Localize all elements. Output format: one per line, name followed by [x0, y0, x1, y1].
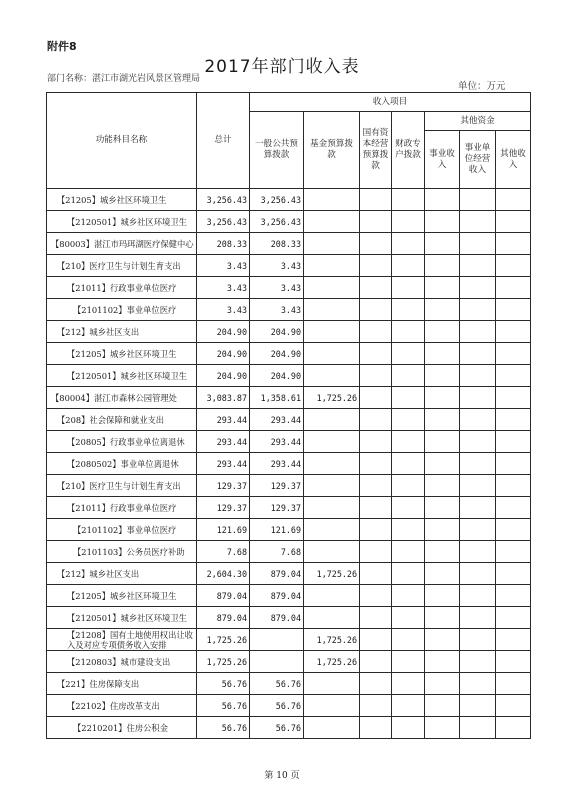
table-row	[47, 453, 531, 475]
header-other-income: 其他收入	[496, 131, 531, 189]
row-state-capital	[360, 343, 392, 365]
row-business-income	[425, 563, 460, 585]
row-fund	[304, 211, 360, 233]
row-name: 【2101102】事业单位医疗	[47, 519, 197, 541]
row-fund	[304, 233, 360, 255]
table-body	[47, 189, 531, 739]
row-state-capital	[360, 563, 392, 585]
row-business-unit-income	[460, 563, 496, 585]
row-general	[250, 629, 304, 651]
row-total: 204.90	[197, 343, 250, 365]
row-fiscal-special	[392, 233, 425, 255]
row-business-unit-income	[460, 365, 496, 387]
row-state-capital	[360, 255, 392, 277]
row-fund: 1,725.26	[304, 629, 360, 651]
row-state-capital	[360, 651, 392, 673]
row-name: 【212】城乡社区支出	[47, 563, 197, 585]
row-total: 3,256.43	[197, 189, 250, 211]
table-row	[47, 409, 531, 431]
row-general: 3,256.43	[250, 189, 304, 211]
row-fund	[304, 541, 360, 563]
row-state-capital	[360, 585, 392, 607]
header-business-income: 事业收入	[425, 131, 460, 189]
row-other-income	[496, 299, 531, 321]
row-general: 293.44	[250, 453, 304, 475]
row-name: 【2120501】城乡社区环境卫生	[47, 607, 197, 629]
row-other-income	[496, 541, 531, 563]
row-business-income	[425, 607, 460, 629]
row-fiscal-special	[392, 211, 425, 233]
row-name: 【80003】湛江市玛珥湖医疗保健中心	[47, 233, 197, 255]
row-fund: 1,725.26	[304, 563, 360, 585]
row-name: 【208】社会保障和就业支出	[47, 409, 197, 431]
row-other-income	[496, 585, 531, 607]
row-general: 208.33	[250, 233, 304, 255]
row-other-income	[496, 409, 531, 431]
row-business-unit-income	[460, 321, 496, 343]
row-other-income	[496, 651, 531, 673]
row-total: 293.44	[197, 431, 250, 453]
row-total: 204.90	[197, 321, 250, 343]
table-row	[47, 211, 531, 233]
table-row	[47, 387, 531, 409]
row-total: 208.33	[197, 233, 250, 255]
row-general: 293.44	[250, 431, 304, 453]
row-business-unit-income	[460, 453, 496, 475]
row-fund	[304, 343, 360, 365]
row-business-unit-income	[460, 695, 496, 717]
row-fund	[304, 519, 360, 541]
row-name: 【212】城乡社区支出	[47, 321, 197, 343]
table-row	[47, 431, 531, 453]
row-name: 【2080502】事业单位离退休	[47, 453, 197, 475]
row-general: 204.90	[250, 321, 304, 343]
table-row	[47, 277, 531, 299]
row-fund	[304, 189, 360, 211]
table-row	[47, 563, 531, 585]
row-business-unit-income	[460, 519, 496, 541]
table-row	[47, 321, 531, 343]
row-fund	[304, 453, 360, 475]
attachment-label: 附件8	[47, 40, 77, 53]
row-fiscal-special	[392, 321, 425, 343]
row-other-income	[496, 321, 531, 343]
row-total: 7.68	[197, 541, 250, 563]
row-fiscal-special	[392, 519, 425, 541]
page-number: 第 10 页	[264, 771, 300, 781]
row-business-income	[425, 387, 460, 409]
row-fiscal-special	[392, 673, 425, 695]
row-general: 3.43	[250, 277, 304, 299]
header-other-funds: 其他资金	[425, 112, 531, 131]
row-business-unit-income	[460, 189, 496, 211]
row-fund	[304, 409, 360, 431]
row-total: 879.04	[197, 585, 250, 607]
row-fiscal-special	[392, 607, 425, 629]
row-fiscal-special	[392, 277, 425, 299]
row-state-capital	[360, 453, 392, 475]
row-general: 129.37	[250, 475, 304, 497]
row-business-unit-income	[460, 673, 496, 695]
header-income-items: 收入项目	[250, 93, 531, 112]
table-row	[47, 365, 531, 387]
row-other-income	[496, 607, 531, 629]
row-general: 293.44	[250, 409, 304, 431]
header-state-capital: 国有资本经营预算拨款	[360, 112, 392, 189]
row-state-capital	[360, 497, 392, 519]
row-total: 56.76	[197, 695, 250, 717]
row-business-income	[425, 453, 460, 475]
row-business-income	[425, 651, 460, 673]
row-business-income	[425, 585, 460, 607]
row-fund	[304, 695, 360, 717]
row-fiscal-special	[392, 629, 425, 651]
row-total: 3.43	[197, 255, 250, 277]
row-general: 129.37	[250, 497, 304, 519]
row-total: 56.76	[197, 673, 250, 695]
row-other-income	[496, 453, 531, 475]
row-state-capital	[360, 277, 392, 299]
header-fund: 基金预算拨款	[304, 112, 360, 189]
row-fiscal-special	[392, 189, 425, 211]
unit-label: 单位：万元	[458, 81, 506, 92]
table-row	[47, 189, 531, 211]
row-state-capital	[360, 431, 392, 453]
table-row	[47, 497, 531, 519]
row-name: 【2120501】城乡社区环境卫生	[47, 365, 197, 387]
row-fiscal-special	[392, 453, 425, 475]
row-other-income	[496, 629, 531, 651]
row-general: 3,256.43	[250, 211, 304, 233]
row-fund: 1,725.26	[304, 651, 360, 673]
row-other-income	[496, 255, 531, 277]
row-total: 2,604.30	[197, 563, 250, 585]
row-business-unit-income	[460, 497, 496, 519]
row-total: 204.90	[197, 365, 250, 387]
row-business-unit-income	[460, 299, 496, 321]
row-general: 879.04	[250, 563, 304, 585]
row-business-unit-income	[460, 607, 496, 629]
row-business-income	[425, 409, 460, 431]
row-business-unit-income	[460, 277, 496, 299]
header-general: 一般公共预算拨款	[250, 112, 304, 189]
row-fiscal-special	[392, 431, 425, 453]
row-other-income	[496, 277, 531, 299]
row-fiscal-special	[392, 585, 425, 607]
row-business-income	[425, 717, 460, 739]
row-business-income	[425, 431, 460, 453]
row-business-income	[425, 189, 460, 211]
row-fund	[304, 475, 360, 497]
row-fund	[304, 299, 360, 321]
table-row	[47, 475, 531, 497]
row-state-capital	[360, 233, 392, 255]
row-name: 【221】住房保障支出	[47, 673, 197, 695]
row-business-income	[425, 211, 460, 233]
row-other-income	[496, 475, 531, 497]
page-title: 2017年部门收入表	[204, 57, 360, 77]
table-row	[47, 343, 531, 365]
row-state-capital	[360, 365, 392, 387]
row-name: 【20805】行政事业单位离退休	[47, 431, 197, 453]
row-general: 56.76	[250, 717, 304, 739]
row-name: 【21205】城乡社区环境卫生	[47, 585, 197, 607]
row-fiscal-special	[392, 651, 425, 673]
row-other-income	[496, 519, 531, 541]
table-row	[47, 519, 531, 541]
table-row	[47, 673, 531, 695]
row-fund	[304, 497, 360, 519]
row-state-capital	[360, 321, 392, 343]
table-row	[47, 585, 531, 607]
header-business-unit-income: 事业单位经营收入	[460, 131, 496, 189]
row-general: 7.68	[250, 541, 304, 563]
row-name: 【21011】行政事业单位医疗	[47, 497, 197, 519]
row-business-unit-income	[460, 233, 496, 255]
row-other-income	[496, 343, 531, 365]
row-fund	[304, 277, 360, 299]
row-name: 【2101103】公务员医疗补助	[47, 541, 197, 563]
row-business-income	[425, 475, 460, 497]
row-state-capital	[360, 717, 392, 739]
row-business-unit-income	[460, 629, 496, 651]
row-business-income	[425, 519, 460, 541]
row-fiscal-special	[392, 497, 425, 519]
row-total: 293.44	[197, 453, 250, 475]
row-total: 3.43	[197, 277, 250, 299]
row-state-capital	[360, 211, 392, 233]
row-business-income	[425, 299, 460, 321]
table-row	[47, 629, 531, 651]
row-general: 56.76	[250, 673, 304, 695]
row-other-income	[496, 387, 531, 409]
table-row	[47, 651, 531, 673]
row-fund	[304, 365, 360, 387]
table-row	[47, 255, 531, 277]
row-other-income	[496, 497, 531, 519]
row-business-unit-income	[460, 255, 496, 277]
row-state-capital	[360, 519, 392, 541]
row-business-income	[425, 695, 460, 717]
row-general: 121.69	[250, 519, 304, 541]
table-row	[47, 299, 531, 321]
row-state-capital	[360, 695, 392, 717]
table-row	[47, 607, 531, 629]
row-business-unit-income	[460, 431, 496, 453]
header-name: 功能科目名称	[47, 93, 197, 189]
row-general: 204.90	[250, 343, 304, 365]
row-business-unit-income	[460, 387, 496, 409]
row-total: 879.04	[197, 607, 250, 629]
row-fiscal-special	[392, 343, 425, 365]
row-other-income	[496, 717, 531, 739]
row-total: 1,725.26	[197, 651, 250, 673]
row-general: 1,358.61	[250, 387, 304, 409]
row-general: 204.90	[250, 365, 304, 387]
row-state-capital	[360, 629, 392, 651]
row-total: 1,725.26	[197, 629, 250, 651]
row-general: 56.76	[250, 695, 304, 717]
row-other-income	[496, 365, 531, 387]
row-other-income	[496, 431, 531, 453]
table-row	[47, 541, 531, 563]
row-business-income	[425, 365, 460, 387]
row-business-income	[425, 629, 460, 651]
row-fiscal-special	[392, 475, 425, 497]
row-other-income	[496, 189, 531, 211]
row-fund	[304, 607, 360, 629]
row-state-capital	[360, 607, 392, 629]
row-total: 129.37	[197, 497, 250, 519]
row-business-income	[425, 673, 460, 695]
row-business-unit-income	[460, 717, 496, 739]
row-fiscal-special	[392, 717, 425, 739]
row-fiscal-special	[392, 255, 425, 277]
row-other-income	[496, 211, 531, 233]
row-business-unit-income	[460, 211, 496, 233]
row-fund	[304, 585, 360, 607]
row-other-income	[496, 563, 531, 585]
row-business-unit-income	[460, 541, 496, 563]
header-fiscal-special: 财政专户拨款	[392, 112, 425, 189]
row-business-income	[425, 497, 460, 519]
row-name: 【210】医疗卫生与计划生育支出	[47, 475, 197, 497]
row-total: 3,083.87	[197, 387, 250, 409]
row-business-unit-income	[460, 651, 496, 673]
row-state-capital	[360, 387, 392, 409]
income-table	[46, 92, 531, 739]
header-total: 总计	[197, 93, 250, 189]
row-total: 293.44	[197, 409, 250, 431]
row-state-capital	[360, 189, 392, 211]
row-fiscal-special	[392, 299, 425, 321]
row-total: 121.69	[197, 519, 250, 541]
department-name: 部门名称：湛江市湖光岩风景区管理局	[47, 74, 201, 84]
row-general: 879.04	[250, 585, 304, 607]
row-general: 3.43	[250, 299, 304, 321]
row-state-capital	[360, 475, 392, 497]
row-name: 【2101102】事业单位医疗	[47, 299, 197, 321]
row-fiscal-special	[392, 387, 425, 409]
row-state-capital	[360, 541, 392, 563]
table-row	[47, 695, 531, 717]
row-general: 879.04	[250, 607, 304, 629]
row-business-unit-income	[460, 343, 496, 365]
row-name: 【2120803】城市建设支出	[47, 651, 197, 673]
table-row	[47, 233, 531, 255]
row-fund	[304, 673, 360, 695]
row-fund	[304, 321, 360, 343]
row-other-income	[496, 673, 531, 695]
row-total: 3,256.43	[197, 211, 250, 233]
row-business-income	[425, 343, 460, 365]
row-fund	[304, 717, 360, 739]
row-name: 【21208】国有土地使用权出让收入及对应专项债务收入安排	[47, 629, 197, 651]
row-general	[250, 651, 304, 673]
row-name: 【2210201】住房公积金	[47, 717, 197, 739]
row-name: 【22102】住房改革支出	[47, 695, 197, 717]
row-total: 3.43	[197, 299, 250, 321]
row-name: 【2120501】城乡社区环境卫生	[47, 211, 197, 233]
row-state-capital	[360, 409, 392, 431]
row-name: 【21205】城乡社区环境卫生	[47, 189, 197, 211]
row-business-income	[425, 541, 460, 563]
row-state-capital	[360, 299, 392, 321]
row-total: 129.37	[197, 475, 250, 497]
row-fiscal-special	[392, 563, 425, 585]
row-business-income	[425, 321, 460, 343]
row-other-income	[496, 233, 531, 255]
row-other-income	[496, 695, 531, 717]
row-fiscal-special	[392, 541, 425, 563]
row-fiscal-special	[392, 409, 425, 431]
row-business-income	[425, 255, 460, 277]
row-fiscal-special	[392, 695, 425, 717]
row-business-unit-income	[460, 585, 496, 607]
row-fiscal-special	[392, 365, 425, 387]
row-name: 【80004】湛江市森林公园管理处	[47, 387, 197, 409]
row-fund: 1,725.26	[304, 387, 360, 409]
row-business-unit-income	[460, 409, 496, 431]
row-name: 【21205】城乡社区环境卫生	[47, 343, 197, 365]
row-name: 【21011】行政事业单位医疗	[47, 277, 197, 299]
table-row	[47, 717, 531, 739]
row-fund	[304, 431, 360, 453]
row-business-income	[425, 277, 460, 299]
row-business-income	[425, 233, 460, 255]
row-general: 3.43	[250, 255, 304, 277]
row-name: 【210】医疗卫生与计划生育支出	[47, 255, 197, 277]
row-total: 56.76	[197, 717, 250, 739]
row-state-capital	[360, 673, 392, 695]
row-fund	[304, 255, 360, 277]
row-business-unit-income	[460, 475, 496, 497]
